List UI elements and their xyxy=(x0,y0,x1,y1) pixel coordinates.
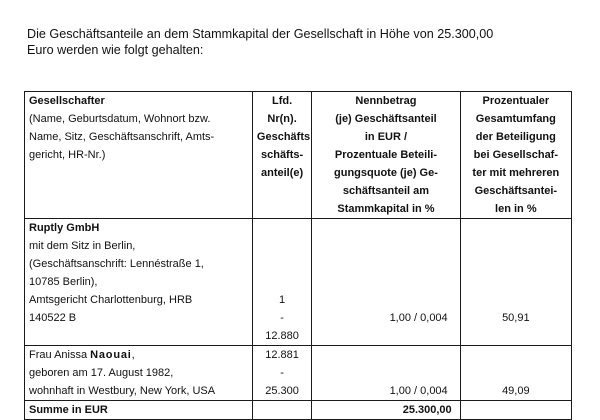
sum-label: Summe in EUR xyxy=(25,401,253,420)
sum-nr-empty xyxy=(252,401,311,420)
intro-line-2: Euro werden wie folgt gehalten: xyxy=(27,43,204,57)
header-amount xyxy=(312,92,460,219)
header-amount-line: Prozentuale Beteili- xyxy=(334,149,437,161)
cell-spacer xyxy=(465,219,567,291)
cell-spacer xyxy=(465,346,567,364)
shareholder-name: Ruptly GmbH xyxy=(29,222,100,234)
header-amount-line: (je) Geschäftsanteil xyxy=(335,113,437,125)
header-shareholder-sub-line: (Name, Geburtsdatum, Wohnort bzw. xyxy=(29,113,211,125)
header-amount-line: schäftsanteil am xyxy=(342,185,430,197)
shareholder-name xyxy=(29,346,248,364)
header-nr-line: Lfd. Nr(n). xyxy=(267,95,297,125)
header-nr-line: schäfts- xyxy=(260,149,304,161)
nominal-amount-cell xyxy=(312,346,460,401)
intro-line-1: Die Geschäftsanteile an dem Stammkapital der Gesellschaft in Höhe von 25.300,00 xyxy=(27,27,494,41)
share-number: 12.880 xyxy=(265,330,299,342)
shareholder-cell xyxy=(25,346,253,401)
percent-value: 50,91 xyxy=(502,312,530,324)
percent-cell xyxy=(460,219,571,346)
header-percent-line: Gesamtumfang xyxy=(475,113,556,125)
header-amount-line: Nennbetrag xyxy=(355,95,417,107)
header-nr-line: anteil(e) xyxy=(260,167,304,179)
header-shareholder-title: Gesellschafter xyxy=(29,95,105,107)
cell-spacer xyxy=(465,291,567,309)
shareholder-detail: 10785 Berlin), xyxy=(29,276,98,288)
percent-cell xyxy=(460,346,571,401)
cell-spacer xyxy=(316,291,455,309)
table-sum-row xyxy=(25,401,572,420)
share-number: - xyxy=(280,367,284,379)
header-percent xyxy=(460,92,571,219)
header-percent-line: der Beteiligung xyxy=(475,131,556,143)
table-header-row xyxy=(25,92,572,219)
header-nr-line: Geschäfts xyxy=(256,131,311,143)
percent-value: 49,09 xyxy=(502,385,530,397)
header-percent-line: bei Gesellschaf- xyxy=(473,149,559,161)
header-nr xyxy=(252,92,311,219)
nominal-amount: 1,00 / 0,004 xyxy=(389,385,448,397)
header-shareholder-sub-line: Name, Sitz, Geschäftsanschrift, Amts- xyxy=(29,131,215,143)
shareholder-surname: Naouai xyxy=(90,349,132,361)
cell-spacer xyxy=(465,364,567,382)
header-amount-line: in EUR / xyxy=(364,131,408,143)
share-number-cell xyxy=(252,219,311,346)
header-amount-line: Stammkapital in % xyxy=(337,203,435,215)
header-percent-line: ter mit mehreren xyxy=(472,167,560,179)
nominal-amount: 1,00 / 0,004 xyxy=(389,312,448,324)
header-shareholder-sub-line: gericht, HR-Nr.) xyxy=(29,149,106,161)
share-number: 25.300 xyxy=(265,385,299,397)
header-shareholder xyxy=(25,92,253,219)
sum-percent-empty xyxy=(460,401,571,420)
share-number: 12.881 xyxy=(265,349,299,361)
cell-spacer xyxy=(316,219,455,291)
shareholder-name-prefix: Frau Anissa xyxy=(29,349,91,361)
shareholder-table xyxy=(24,91,572,420)
intro-paragraph xyxy=(27,26,567,58)
share-number-cell xyxy=(252,346,311,401)
sum-amount: 25.300,00 xyxy=(312,401,460,420)
table-row xyxy=(25,346,572,401)
shareholder-detail: 140522 B xyxy=(29,312,77,324)
cell-spacer xyxy=(316,364,455,382)
share-number: 1 xyxy=(279,294,286,306)
cell-spacer xyxy=(257,219,307,291)
header-amount-line: gungsquote (je) Ge- xyxy=(334,167,438,179)
header-percent-line: Prozentualer xyxy=(482,95,550,107)
header-percent-line: len in % xyxy=(495,203,537,215)
shareholder-detail: mit dem Sitz in Berlin, xyxy=(29,240,136,252)
cell-spacer xyxy=(316,346,455,364)
header-percent-line: Geschäftsantei- xyxy=(474,185,558,197)
shareholder-detail: wohnhaft in Westbury, New York, USA xyxy=(29,385,216,397)
shareholder-detail: (Geschäftsanschrift: Lennéstraße 1, xyxy=(29,258,204,270)
shareholder-cell xyxy=(25,219,253,346)
header-shareholder-sub xyxy=(29,110,248,164)
table-row xyxy=(25,219,572,346)
shareholder-detail: Amtsgericht Charlottenburg, HRB xyxy=(29,294,193,306)
shareholder-name-suffix: , xyxy=(131,349,135,361)
share-number: - xyxy=(280,312,284,324)
shareholder-detail: geboren am 17. August 1982, xyxy=(29,367,174,379)
nominal-amount-cell xyxy=(312,219,460,346)
